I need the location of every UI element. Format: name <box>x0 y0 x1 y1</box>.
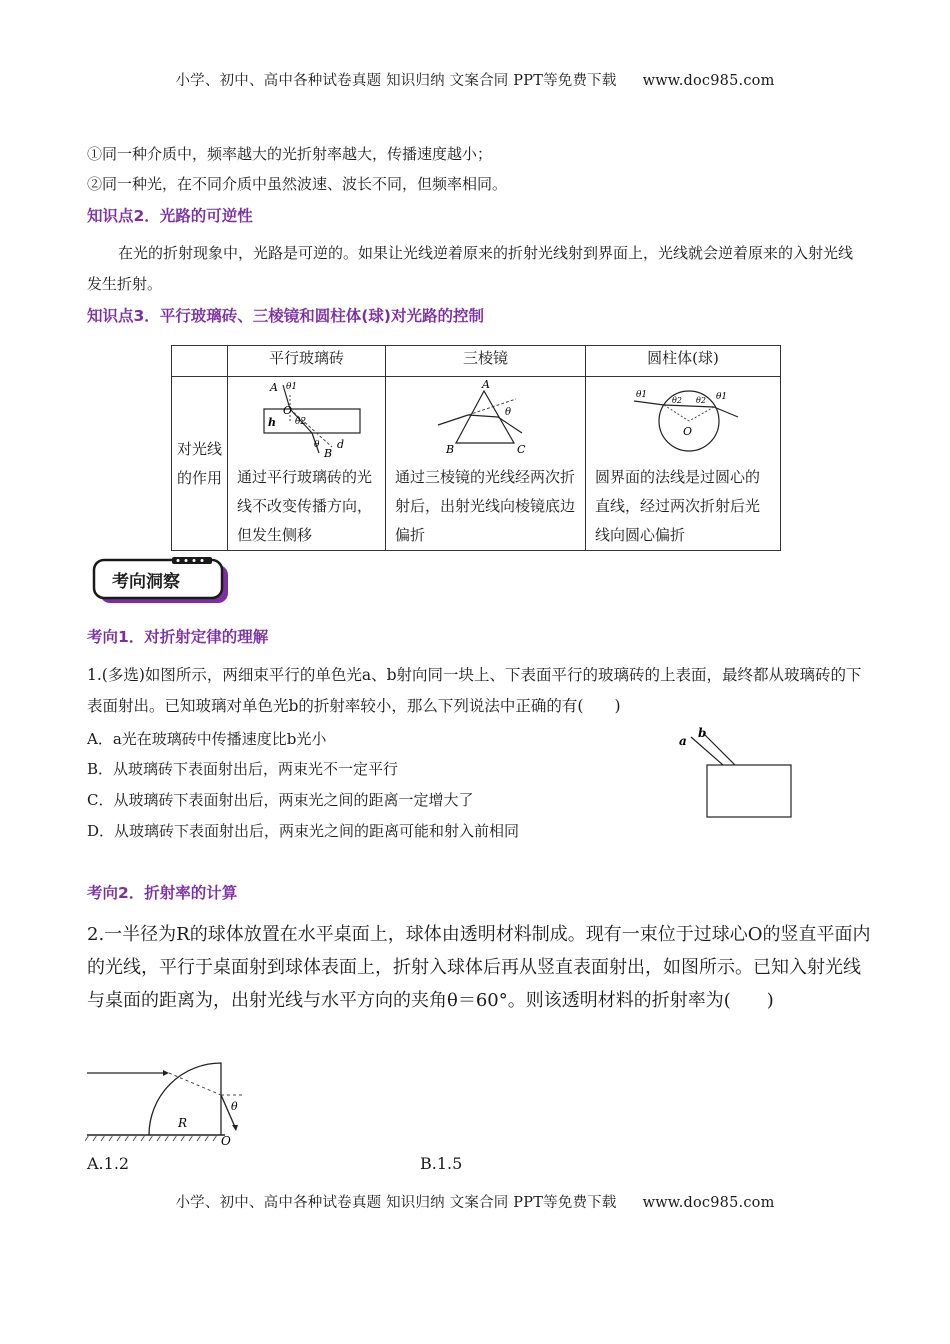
table-cell-glass <box>228 377 386 551</box>
q2-arrow-in <box>163 1070 169 1076</box>
cyl-normal-1 <box>664 405 689 421</box>
q2-hatching <box>85 1135 217 1141</box>
q1-option-d[interactable]: D．从玻璃砖下表面射出后，两束光之间的距离可能和射入前相同 <box>87 822 520 840</box>
fig1-label-theta: θ <box>314 440 320 450</box>
fig2-label-theta: θ <box>505 407 512 418</box>
fig3-label-theta2a: θ2 <box>672 396 682 405</box>
fig1-label-A: A <box>270 381 278 394</box>
table-corner <box>172 346 228 377</box>
page-footer <box>0 1191 950 1212</box>
fig1-label-theta1: θ1 <box>286 382 298 392</box>
intro-line-1: ①同一种介质中，频率越大的光折射率越大，传播速度越小； <box>87 145 493 163</box>
kp2-title: 知识点2．光路的可逆性 <box>87 207 253 225</box>
q1-label-b: b <box>698 726 707 740</box>
q2-option-a[interactable]: A.1.2 <box>87 1154 130 1173</box>
question-1: 1.(多选)如图所示，两细束平行的单色光a、b射向同一块上、下表面平行的玻璃砖的上表面，最终都从玻璃砖的下表面射出。已知玻璃对单色光b的折射率较小，那么下列说法中正确的有( ) <box>87 666 862 715</box>
fig1-label-theta2: θ2 <box>295 417 307 427</box>
q1-glass-block <box>707 765 791 817</box>
table-header-prism: 三棱镜 <box>386 346 586 377</box>
intro-line-2: ②同一种光，在不同介质中虽然波速、波长不同，但频率相同。 <box>87 175 508 193</box>
extension-ray <box>290 409 332 447</box>
q2-label-theta: θ <box>231 1100 238 1113</box>
q2-refracted-ray <box>169 1073 221 1095</box>
q1-label-a: a <box>679 734 687 748</box>
question-2: 2.一半径为R的球体放置在水平桌面上，球体由透明材料制成。现有一束位于过球心O的竖直平面内的光线，平行于桌面射到球体表面上，折射入球体后再从竖直表面射出，如图所示。已知入射光线与桌面的距离为，出射光线与水平方向的夹角θ＝60°。则该透明材料的折射率为( ) <box>87 924 871 1011</box>
fig3-label-theta2b: θ2 <box>696 396 706 405</box>
fig1-label-O: O <box>283 404 293 417</box>
prism-figure <box>386 377 585 459</box>
badge-label: 考向洞察 <box>112 572 180 592</box>
fig2-label-C: C <box>517 443 526 456</box>
fig3-label-O: O <box>683 425 693 438</box>
kp2-text: 在光的折射现象中，光路是可逆的。如果让光线逆着原来的折射光线射到界面上，光线就会逆着原来的入射光线发生折射。 <box>87 244 854 293</box>
table-cell-prism <box>386 377 586 551</box>
glass-effect-text: 通过平行玻璃砖的光线不改变传播方向，但发生侧移 <box>237 468 373 544</box>
q2-label-R: R <box>178 1116 188 1130</box>
table-cell-cylinder <box>586 377 781 551</box>
optics-table <box>171 345 781 551</box>
q2-label-O: O <box>221 1134 231 1147</box>
section1-title: 考向1．对折射定律的理解 <box>87 628 269 646</box>
table-header-cylinder: 圆柱体(球) <box>586 346 781 377</box>
section-badge <box>92 557 232 611</box>
fig3-label-theta1b: θ1 <box>716 392 728 402</box>
q1-option-a[interactable]: A．a光在玻璃砖中传播速度比b光小 <box>87 730 327 748</box>
prism-out-ray <box>498 417 522 433</box>
table-header-glass: 平行玻璃砖 <box>228 346 386 377</box>
cyl-normal-2 <box>689 407 714 421</box>
q2-arrow-out <box>232 1125 238 1131</box>
fig2-label-A: A <box>482 378 490 391</box>
cyl-inner-ray <box>664 405 714 407</box>
footer-text: 小学、初中、高中各种试卷真题 知识归纳 文案合同 PPT等免费下载 <box>175 1195 617 1211</box>
prism-effect-text: 通过三棱镜的光线经两次折射后，出射光线向棱镜底边偏折 <box>395 468 576 544</box>
fig3-label-theta1: θ1 <box>636 390 648 400</box>
q2-figure <box>85 1055 255 1147</box>
section2-title: 考向2．折射率的计算 <box>87 884 238 902</box>
q1-ray-b <box>705 735 735 765</box>
table-row-label: 对光线的作用 <box>172 377 228 551</box>
fig1-label-h: h <box>268 416 276 429</box>
page-header <box>0 69 950 90</box>
fig1-label-B: B <box>324 447 333 459</box>
header-site[interactable]: www.doc985.com <box>642 73 775 89</box>
prism-in-ray <box>438 415 468 425</box>
prism-inner-ray <box>468 415 498 417</box>
q1-figure <box>675 725 800 821</box>
cylinder-effect-text: 圆界面的法线是过圆心的直线，经过两次折射后光线向圆心偏折 <box>595 468 761 544</box>
q1-ray-a <box>691 737 723 765</box>
cyl-in-ray <box>634 401 664 405</box>
glass-slab-figure <box>228 377 385 459</box>
q1-option-b[interactable]: B．从玻璃砖下表面射出后，两束光不一定平行 <box>87 760 399 778</box>
kp3-title: 知识点3．平行玻璃砖、三棱镜和圆柱体(球)对光路的控制 <box>87 307 484 325</box>
fig1-label-d: d <box>337 438 345 451</box>
q1-option-c[interactable]: C．从玻璃砖下表面射出后，两束光之间的距离一定增大了 <box>87 791 474 809</box>
footer-site[interactable]: www.doc985.com <box>642 1195 775 1211</box>
cylinder-figure <box>586 377 780 459</box>
fig2-label-B: B <box>446 443 455 456</box>
q2-option-b[interactable]: B.1.5 <box>420 1154 463 1173</box>
header-text: 小学、初中、高中各种试卷真题 知识归纳 文案合同 PPT等免费下载 <box>175 73 617 89</box>
